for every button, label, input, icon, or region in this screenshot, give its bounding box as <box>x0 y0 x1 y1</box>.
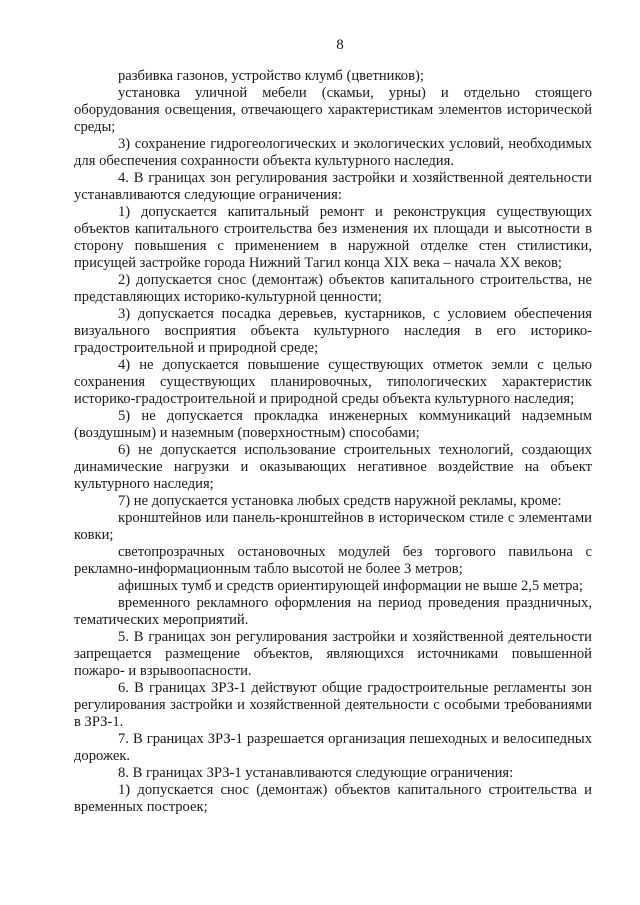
paragraph: 7. В границах ЗРЗ-1 разрешается организация пешеходных и велосипедных дорожек. <box>74 731 592 764</box>
paragraph: кронштейнов или панель-кронштейнов в историческом стиле с элементами ковки; <box>74 510 592 543</box>
paragraph: 1) допускается снос (демонтаж) объектов капитального строительства и временных построек; <box>74 782 592 815</box>
paragraph: 5) не допускается прокладка инженерных коммуникаций надземным (воздушным) и наземным (поверхностным) способами; <box>74 408 592 441</box>
paragraph: 5. В границах зон регулирования застройки и хозяйственной деятельности запрещается размещение объектов, являющихся источниками повышенной пожаро- и взрывоопасности. <box>74 629 592 679</box>
paragraph: 2) допускается снос (демонтаж) объектов капитального строительства, не представляющих историко-культурной ценности; <box>74 272 592 305</box>
paragraph: 1) допускается капитальный ремонт и реконструкция существующих объектов капитального строительства без изменения их площади и высотности в сторону повышения с применением в наружной отделке стен стилистики, присущей застройке города Нижний Тагил конца XIX века – начала XX веков; <box>74 204 592 271</box>
paragraph: установка уличной мебели (скамьи, урны) и отдельно стоящего оборудования освещения, отвечающего характеристикам элементов исторической среды; <box>74 85 592 135</box>
paragraph: 4. В границах зон регулирования застройки и хозяйственной деятельности устанавливаются следующие ограничения: <box>74 170 592 203</box>
paragraph: 8. В границах ЗРЗ-1 устанавливаются следующие ограничения: <box>118 765 514 781</box>
paragraph: 3) допускается посадка деревьев, кустарников, с условием обеспечения визуального восприятия объекта культурного наследия в его историко-градостроительной и природной среде; <box>74 306 592 356</box>
page-number: 8 <box>336 37 344 53</box>
paragraph: афишных тумб и средств ориентирующей информации не выше 2,5 метра; <box>118 578 583 594</box>
document-body <box>74 68 592 816</box>
paragraph: разбивка газонов, устройство клумб (цветников); <box>118 68 424 84</box>
paragraph: временного рекламного оформления на период проведения праздничных, тематических мероприятий. <box>74 595 592 628</box>
paragraph: 3) сохранение гидрогеологических и экологических условий, необходимых для обеспечения сохранности объекта культурного наследия. <box>74 136 592 169</box>
paragraph: 7) не допускается установка любых средств наружной рекламы, кроме: <box>118 493 562 509</box>
paragraph: 4) не допускается повышение существующих отметок земли с целью сохранения существующих планировочных, типологических характеристик историко-градостроительной и природной среды объекта культурного наследия; <box>74 357 592 407</box>
paragraph: светопрозрачных остановочных модулей без торгового павильона с рекламно-информационным табло высотой не более 3 метров; <box>74 544 592 577</box>
paragraph: 6. В границах ЗРЗ-1 действуют общие градостроительные регламенты зон регулирования застройки и хозяйственной деятельности с особыми требованиями в ЗРЗ-1. <box>74 680 592 730</box>
paragraph: 6) не допускается использование строительных технологий, создающих динамические нагрузки и оказывающих негативное воздействие на объект культурного наследия; <box>74 442 592 492</box>
